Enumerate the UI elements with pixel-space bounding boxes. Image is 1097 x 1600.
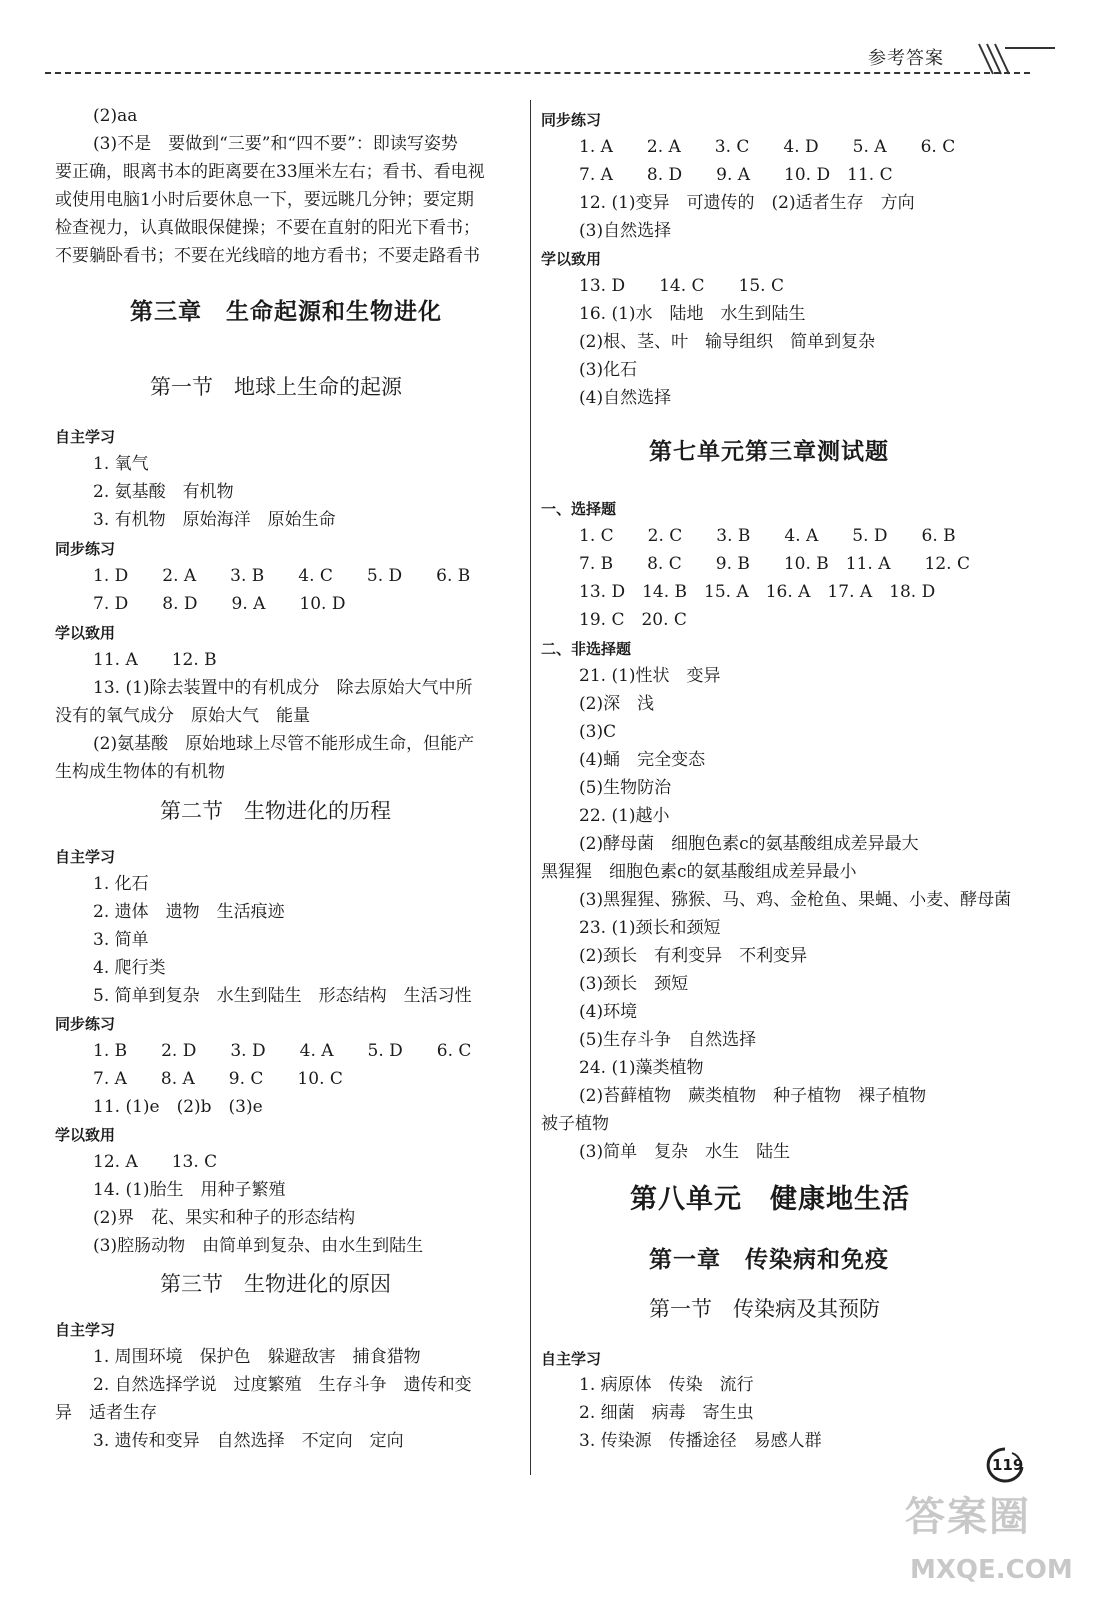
subsection-label: 自主学习 — [55, 848, 116, 866]
answer-line: (4)自然选择 — [579, 388, 672, 408]
section-title: 第三节 生物进化的原因 — [160, 1272, 391, 1296]
answer-line: 3. 有机物 原始海洋 原始生命 — [93, 510, 336, 530]
answer-line: (2)苔藓植物 蕨类植物 种子植物 裸子植物 — [579, 1086, 927, 1106]
answer-line: 5. 简单到复杂 水生到陆生 形态结构 生活习性 — [93, 986, 472, 1006]
subsection-label: 学以致用 — [55, 1126, 116, 1144]
subsection-label: 一、选择题 — [541, 500, 617, 518]
page-number-text: 119 — [992, 1456, 1024, 1474]
answer-line: 被子植物 — [541, 1114, 609, 1134]
answer-line: (3)不是 要做到“三要”和“四不要”：即读写姿势 — [93, 134, 458, 154]
answer-line: 4. 爬行类 — [93, 958, 166, 978]
answer-line: 2. 氨基酸 有机物 — [93, 482, 234, 502]
answer-line: (4)蛹 完全变态 — [579, 750, 706, 770]
header-rule — [45, 72, 1030, 74]
answer-line: (2)根、茎、叶 输导组织 简单到复杂 — [579, 332, 876, 352]
answer-line: 检查视力，认真做眼保健操；不要在直射的阳光下看书； — [55, 218, 480, 238]
answer-line: 24. (1)藻类植物 — [579, 1058, 704, 1078]
answer-line: (3)腔肠动物 由简单到复杂、由水生到陆生 — [93, 1236, 424, 1256]
answer-line: 3. 简单 — [93, 930, 149, 950]
answer-line: 22. (1)越小 — [579, 806, 670, 826]
answer-line: 1. D 2. A 3. B 4. C 5. D 6. B — [93, 566, 471, 586]
watermark-url: MXQE.COM — [910, 1555, 1073, 1585]
subsection-label: 学以致用 — [541, 250, 602, 268]
answer-line: 1. 病原体 传染 流行 — [579, 1375, 754, 1395]
answer-line: 异 适者生存 — [55, 1403, 157, 1423]
subsection-label: 二、非选择题 — [541, 640, 632, 658]
answer-line: 23. (1)颈长和颈短 — [579, 918, 721, 938]
answer-line: 1. B 2. D 3. D 4. A 5. D 6. C — [93, 1041, 472, 1061]
answer-line: 1. A 2. A 3. C 4. D 5. A 6. C — [579, 137, 956, 157]
answer-line: (3)黑猩猩、猕猴、马、鸡、金枪鱼、果蝇、小麦、酵母菌 — [579, 890, 1012, 910]
answer-line: 1. 化石 — [93, 874, 149, 894]
page-number — [982, 1445, 1028, 1485]
answer-line: 3. 传染源 传播途径 易感人群 — [579, 1431, 822, 1451]
answer-line: 11. (1)e (2)b (3)e — [93, 1097, 263, 1117]
section-title: 第一节 地球上生命的起源 — [150, 375, 402, 399]
answer-line: 1. 氧气 — [93, 454, 149, 474]
answer-line: 没有的氧气成分 原始大气 能量 — [55, 706, 310, 726]
subsection-label: 同步练习 — [55, 1015, 116, 1033]
answer-line: 黑猩猩 细胞色素c的氨基酸组成差异最小 — [541, 862, 857, 882]
answer-line: 21. (1)性状 变异 — [579, 666, 721, 686]
answer-line: 要正确，眼离书本的距离要在33厘米左右；看书、看电视 — [55, 162, 485, 182]
chapter-title: 第三章 生命起源和生物进化 — [130, 299, 442, 325]
answer-line: (3)化石 — [579, 360, 638, 380]
answer-line: (2)酵母菌 细胞色素c的氨基酸组成差异最大 — [579, 834, 919, 854]
answer-line: 生构成生物体的有机物 — [55, 762, 225, 782]
answer-line: (3)自然选择 — [579, 221, 672, 241]
answer-line: (2)氨基酸 原始地球上尽管不能形成生命，但能产 — [93, 734, 475, 754]
answer-line: 16. (1)水 陆地 水生到陆生 — [579, 304, 806, 324]
test-title: 第七单元第三章测试题 — [649, 439, 889, 465]
chapter-title: 第一章 传染病和免疫 — [649, 1247, 889, 1273]
answer-line: 7. D 8. D 9. A 10. D — [93, 594, 346, 614]
unit-title: 第八单元 健康地生活 — [630, 1184, 910, 1215]
answer-line: 19. C 20. C — [579, 610, 687, 630]
section-title: 第二节 生物进化的历程 — [160, 799, 391, 823]
answer-line: (3)颈长 颈短 — [579, 974, 689, 994]
answer-line: (3)简单 复杂 水生 陆生 — [579, 1142, 791, 1162]
subsection-label: 同步练习 — [55, 540, 116, 558]
answer-line: 或使用电脑1小时后要休息一下，要远眺几分钟；要定期 — [55, 190, 474, 210]
answer-line: 13. D 14. B 15. A 16. A 17. A 18. D — [579, 582, 936, 602]
answer-line: 7. A 8. D 9. A 10. D 11. C — [579, 165, 893, 185]
subsection-label: 学以致用 — [55, 624, 116, 642]
answer-line: 2. 细菌 病毒 寄生虫 — [579, 1403, 754, 1423]
answer-line: 7. A 8. A 9. C 10. C — [93, 1069, 343, 1089]
subsection-label: 自主学习 — [541, 1350, 602, 1368]
answer-line: 14. (1)胎生 用种子繁殖 — [93, 1180, 286, 1200]
column-divider — [530, 100, 531, 1475]
header-decoration — [975, 42, 1055, 76]
section-title: 第一节 传染病及其预防 — [649, 1297, 880, 1321]
answer-line: 13. D 14. C 15. C — [579, 276, 784, 296]
answer-line: (2)颈长 有利变异 不利变异 — [579, 946, 808, 966]
answer-line: (2)深 浅 — [579, 694, 655, 714]
answer-line: 11. A 12. B — [93, 650, 217, 670]
answer-line: (5)生物防治 — [579, 778, 672, 798]
answer-line: 12. (1)变异 可遗传的 (2)适者生存 方向 — [579, 193, 915, 213]
answer-line: (3)C — [579, 722, 617, 742]
answer-line: 2. 自然选择学说 过度繁殖 生存斗争 遗传和变 — [93, 1375, 472, 1395]
answer-line: 13. (1)除去装置中的有机成分 除去原始大气中所 — [93, 678, 473, 698]
answer-line: (4)环境 — [579, 1002, 638, 1022]
answer-line: (5)生存斗争 自然选择 — [579, 1030, 757, 1050]
answer-line: 12. A 13. C — [93, 1152, 218, 1172]
answer-line: (2)aa — [93, 106, 138, 126]
subsection-label: 同步练习 — [541, 111, 602, 129]
subsection-label: 自主学习 — [55, 428, 116, 446]
answer-line: 不要躺卧看书；不要在光线暗的地方看书；不要走路看书 — [55, 246, 480, 266]
answer-line: 1. 周围环境 保护色 躲避敌害 捕食猎物 — [93, 1347, 421, 1367]
answer-line: 1. C 2. C 3. B 4. A 5. D 6. B — [579, 526, 956, 546]
subsection-label: 自主学习 — [55, 1321, 116, 1339]
answer-line: 3. 遗传和变异 自然选择 不定向 定向 — [93, 1431, 404, 1451]
answer-line: 2. 遗体 遗物 生活痕迹 — [93, 902, 285, 922]
watermark: 答案圈 — [905, 1494, 1031, 1540]
header-title: 参考答案 — [868, 48, 944, 69]
answer-line: 7. B 8. C 9. B 10. B 11. A 12. C — [579, 554, 970, 574]
answer-line: (2)界 花、果实和种子的形态结构 — [93, 1208, 356, 1228]
